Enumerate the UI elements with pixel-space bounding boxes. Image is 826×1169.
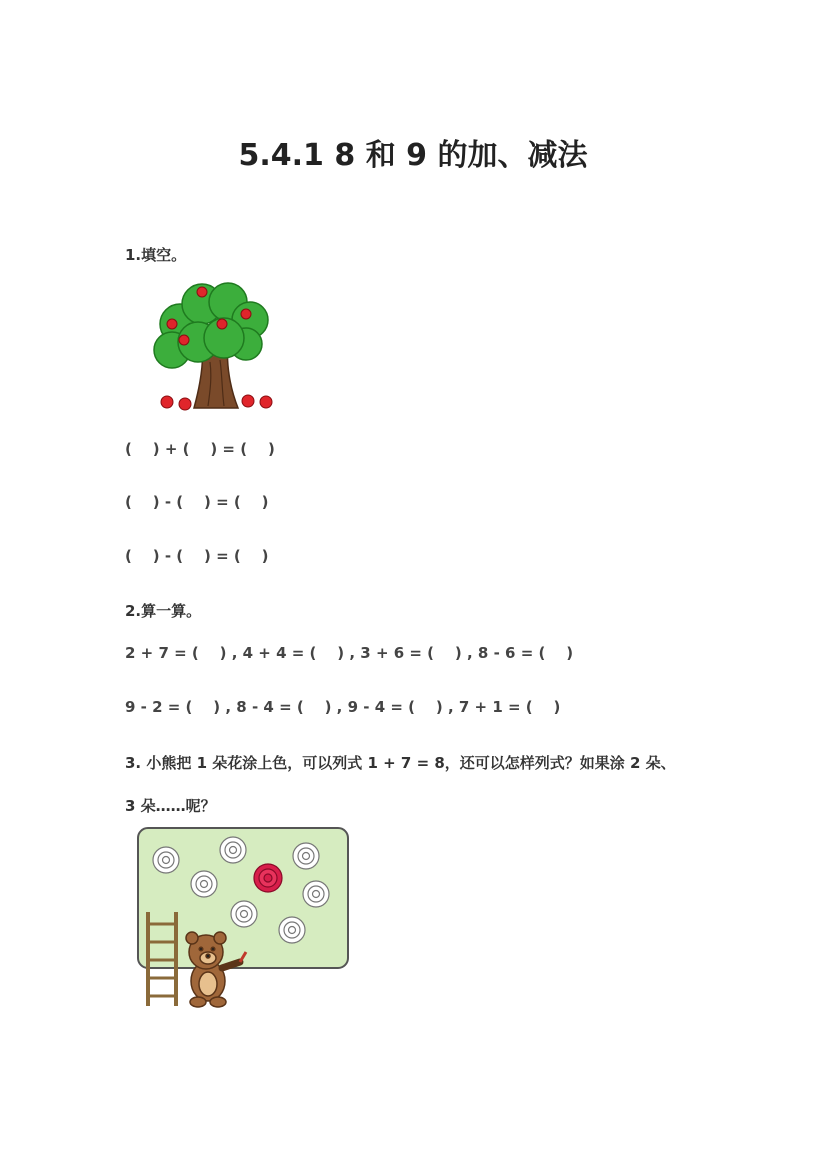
q2-calc-line-1: 2 + 7 = ( ) , 4 + 4 = ( ) , 3 + 6 = ( ) , 8 - 6 = ( ) [125, 644, 574, 662]
question-3-line-1: 3. 小熊把 1 朵花涂上色，可以列式 1 + 7 = 8，还可以怎样列式？如果涂 2 朵、 [125, 754, 676, 772]
page-title: 5.4.1 8 和 9 的加、减法 [238, 138, 588, 173]
question-2-heading: 2.算一算。 [125, 602, 202, 620]
q1-blank-line-2: ( ) - ( ) = ( ) [125, 493, 269, 511]
q1-blank-line-3: ( ) - ( ) = ( ) [125, 547, 269, 565]
question-1-heading: 1.填空。 [125, 246, 187, 264]
question-3-line-2: 3 朵……呢？ [125, 797, 216, 815]
q1-blank-line-1: ( ) + ( ) = ( ) [125, 440, 275, 458]
apple-tree-image [150, 282, 276, 412]
q2-calc-line-2: 9 - 2 = ( ) , 8 - 4 = ( ) , 9 - 4 = ( ) , 7 + 1 = ( ) [125, 698, 561, 716]
bear-painting-flowers-image [136, 826, 352, 1008]
